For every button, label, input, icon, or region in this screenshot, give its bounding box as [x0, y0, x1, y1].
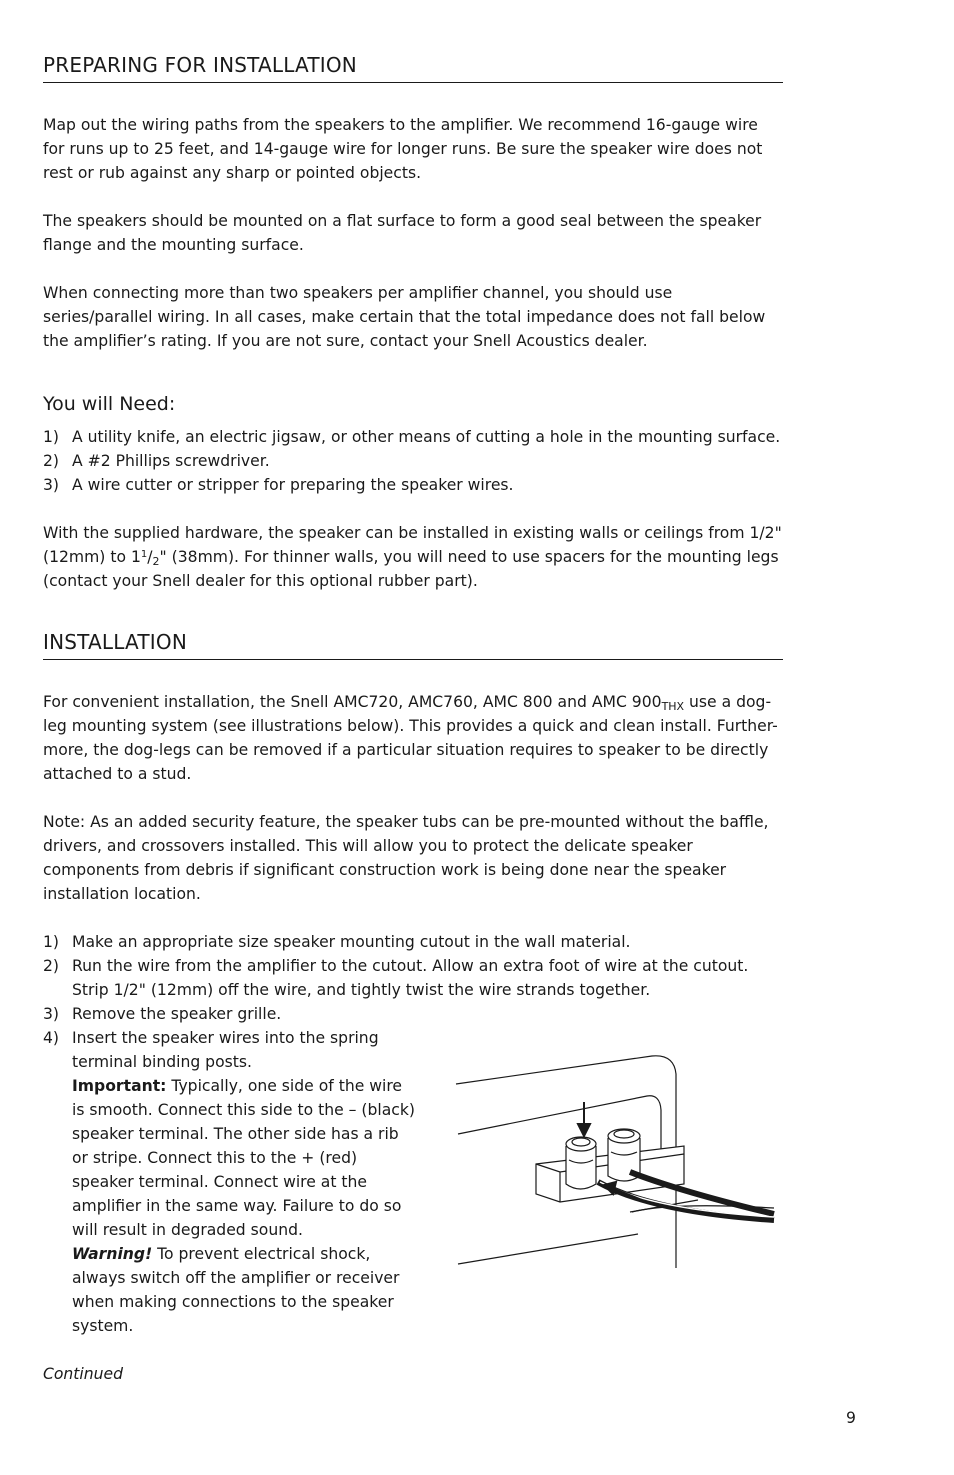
- list-item: 1) Make an appropriate size speaker mounting cutout in the wall material.: [43, 933, 631, 951]
- page-number: 9: [846, 1409, 856, 1427]
- needs-list: [43, 425, 783, 497]
- section-heading-preparing: PREPARING FOR INSTALLATION: [43, 52, 783, 83]
- paragraph-dog-leg: For convenient installation, the Snell AMC720, AMC760, AMC 800 and AMC $900_{THX}$ use a dog-leg mounting system (see illustrations below). This provides a quick and clean install. Further-more, the dog-legs can be removed if a particular situation requires to speaker to be directly attached to a stud.: [43, 693, 778, 783]
- warning-text: To prevent electrical shock, always switch off the amplifier or receiver when making connections to the speaker system.: [72, 1245, 400, 1335]
- paragraph-series-parallel: When connecting more than two speakers per amplifier channel, you should use series/parallel wiring. In all cases, make certain that the total impedance does not fall below the amplifier’s rating. If you are not sure, contact your Snell Acoustics dealer.: [43, 284, 766, 350]
- paragraph-flat-surface: The speakers should be mounted on a flat surface to form a good seal between the speaker flange and the mounting surface.: [43, 212, 762, 254]
- list-item: 2) Run the wire from the amplifier to the cutout. Allow an extra foot of wire at the cutout. Strip 1/2" (12mm) off the wire, and tightly twist the wire strands together.: [43, 957, 749, 999]
- continued-note: Continued: [43, 1365, 124, 1383]
- subheading-you-will-need: You will Need:: [43, 393, 176, 415]
- paragraph-hardware: With the supplied hardware, the speaker can be installed in existing walls or ceilings from 1/2" (12mm) to $1^1/_2$" (38mm). For thinner walls, you will need to use spacers for the mounting legs (contact your Snell dealer for this optional rubber part).: [43, 524, 782, 590]
- list-item: 3) A wire cutter or stripper for preparing the speaker wires.: [43, 476, 514, 494]
- list-item: 3) Remove the speaker grille.: [43, 1005, 282, 1023]
- important-label: Important:: [72, 1077, 167, 1095]
- list-item: 1) A utility knife, an electric jigsaw, or other means of cutting a hole in the mounting surface.: [43, 428, 781, 446]
- terminal-illustration: [452, 1052, 778, 1268]
- list-item: 4) Insert the speaker wires into the spring terminal binding posts. Important: Typically, one side of the wire is smooth. Connect this side to the – (black) speaker terminal. The other side has a rib or stripe. Connect this to the + (red) speaker terminal. Connect wire at the amplifier in the same way. Failure to do so will result in degraded sound. Warning! To prevent electrical shock, always switch off the amplifier or receiver when making connections to the speaker system.: [43, 1029, 415, 1335]
- important-text: Typically, one side of the wire is smooth. Connect this side to the – (black) speaker terminal. The other side has a rib or stripe. Connect this to the + (red) speaker terminal. Connect wire at the amplifier in the same way. Failure to do so will result in degraded sound.: [72, 1077, 415, 1239]
- paragraph-wiring-paths: Map out the wiring paths from the speakers to the amplifier. We recommend 16-gauge wire for runs up to 25 feet, and 14-gauge wire for longer runs. Be sure the speaker wire does not rest or rub against any sharp or pointed objects.: [43, 116, 763, 182]
- warning-label: Warning!: [72, 1245, 153, 1263]
- paragraph-security-note: Note: As an added security feature, the speaker tubs can be pre-mounted without the baffle, drivers, and crossovers installed. This will allow you to protect the delicate speaker components from debris if significant construction work is being done near the speaker installation location.: [43, 813, 769, 903]
- list-item: 2) A #2 Phillips screwdriver.: [43, 452, 270, 470]
- section-heading-installation: INSTALLATION: [43, 629, 783, 660]
